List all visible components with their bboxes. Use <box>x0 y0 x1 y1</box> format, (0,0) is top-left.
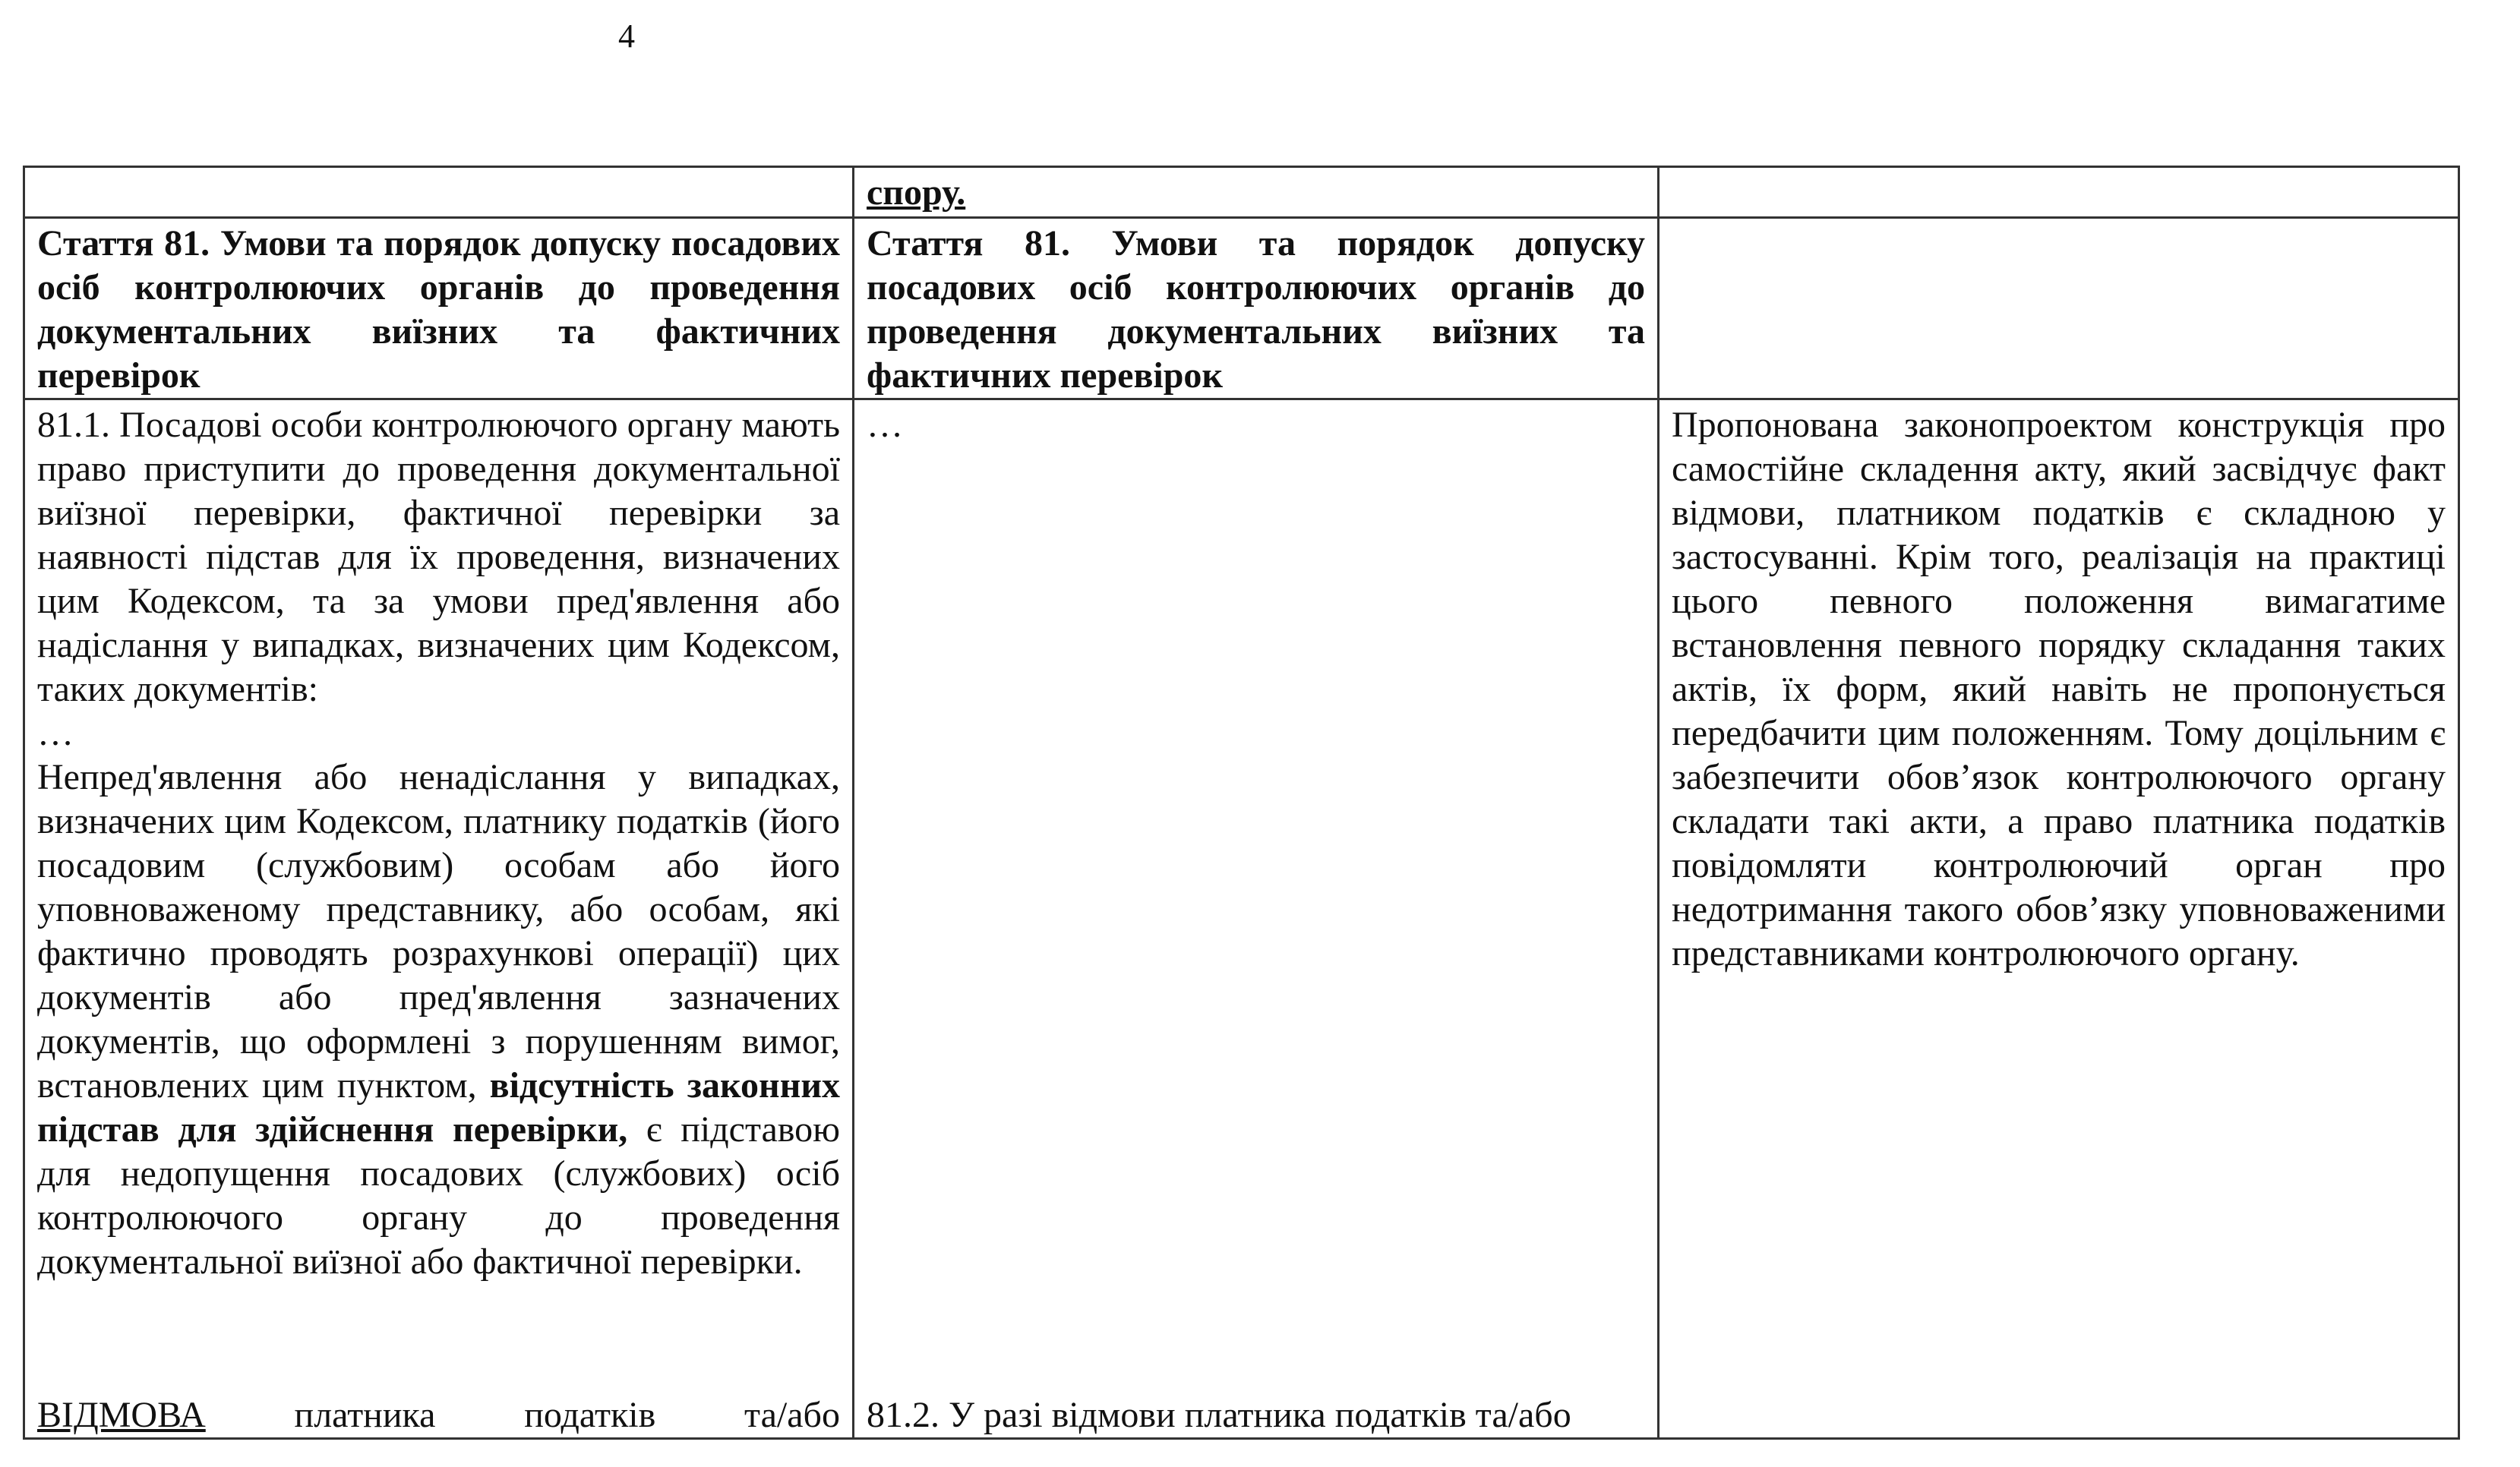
paragraph-81-2-start: 81.2. У разі відмови платника податків та/або <box>867 1395 1571 1435</box>
ellipsis: … <box>867 405 903 445</box>
row3-col3-cell <box>1659 399 2459 1439</box>
article-title-current: Стаття 81. Умови та порядок допуску посадових осіб контролюючих органів до проведення документальних виїзних та фактичних перевірок <box>37 223 840 396</box>
ellipsis: … <box>37 713 74 753</box>
row2-col1-cell <box>24 218 854 399</box>
commentary-text: Пропонована законопроектом конструкція про самостійне складення акту, який засвідчує факт відмови, платником податків є складною у застосуванні. Крім того, реалізація на практиці цього певного положення вимагатиме встановлення певного порядку складання таких актів, їх форм, який навіть не пропонується передбачити цим положенням. Тому доцільним є забезпечити обов’язок контролюючого органу складати такі акти, а право платника податків повідомляти контролюючий орган про недотримання такого обов’язку уповноваженими представниками контролюючого органу. <box>1672 405 2446 973</box>
row1-col2-text: спору. <box>867 172 966 213</box>
row1-col3-cell <box>1659 167 2459 218</box>
table-row <box>24 218 2459 399</box>
last-line <box>37 1393 840 1437</box>
paragraph-start-text: Непред'явлення або ненадіслання у випадках, визначених цим Кодексом, платнику податків (його посадовим (службовим) особам або його уповноваженому представнику, або особам, які фактично проводять розрахункові операції) цих документів або пред'явлення зазначених документів, що оформлені з порушенням вимог, встановлених цим пунктом, <box>37 757 840 1106</box>
page-number: 4 <box>618 17 635 55</box>
paragraph-81-1: 81.1. Посадові особи контролюючого органу мають право приступити до проведення документальної виїзної перевірки, фактичної перевірки за наявності підстав для їх проведення, визначених цим Кодексом, та за умови пред'явлення або надіслання у випадках, визначених цим Кодексом, таких документів: <box>37 405 840 709</box>
last-line-word-4: та/або <box>744 1395 840 1435</box>
last-line-word-2: платника <box>294 1395 436 1435</box>
paragraph-bold-text: відсутність законних підстав для здійснення перевірки, <box>37 1065 841 1150</box>
paragraph-end-text: є підставою для недопущення посадових (службових) осіб контролюючого органу до проведення документальної виїзної або фактичної перевірки. <box>37 1109 841 1282</box>
comparison-table <box>23 166 2460 1440</box>
table-row <box>24 167 2459 218</box>
row2-col2-cell <box>854 218 1659 399</box>
last-line-word-3: податків <box>524 1395 656 1435</box>
row1-col2-cell <box>854 167 1659 218</box>
article-title-proposed: Стаття 81. Умови та порядок допуску посадових осіб контролюючих органів до проведення документальних виїзних та фактичних перевірок <box>867 223 1645 396</box>
row3-col1-cell <box>24 399 854 1439</box>
paragraph-non-presentation <box>37 756 840 1284</box>
row3-col2-cell <box>854 399 1659 1439</box>
refusal-word: ВІДМОВА <box>37 1395 206 1435</box>
row1-col1-cell <box>24 167 854 218</box>
table-row <box>24 399 2459 1439</box>
row2-col3-cell <box>1659 218 2459 399</box>
